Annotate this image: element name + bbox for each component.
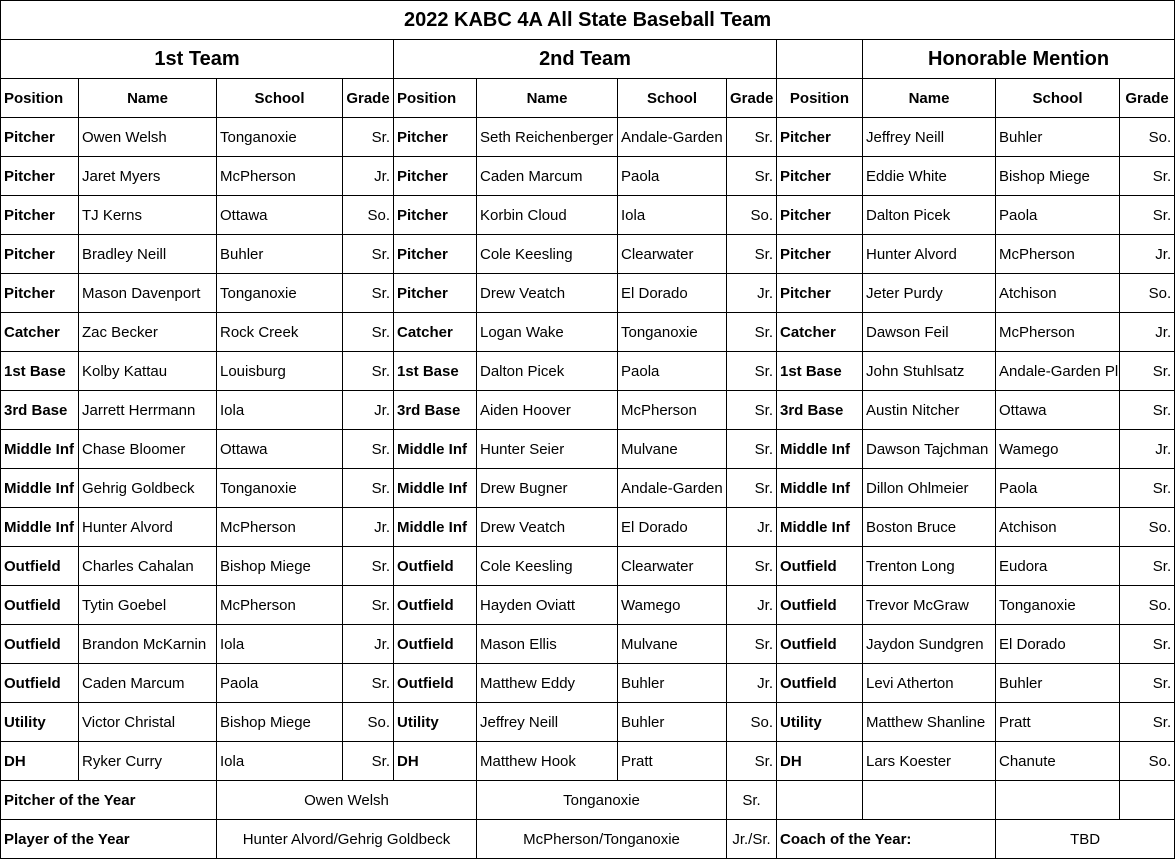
honorable-mention-school-cell: Bishop Miege <box>996 157 1120 196</box>
first-team-school-cell: McPherson <box>217 157 343 196</box>
header-school: School <box>996 79 1120 118</box>
second-team-grade-cell: Sr. <box>727 313 777 352</box>
second-team-position-cell: Pitcher <box>394 196 477 235</box>
second-team-grade-cell: So. <box>727 703 777 742</box>
table-row <box>1 664 1175 703</box>
second-team-grade-cell: Jr. <box>727 508 777 547</box>
table-row <box>1 391 1175 430</box>
second-team-grade-cell: Sr. <box>727 235 777 274</box>
first-team-school-cell: McPherson <box>217 508 343 547</box>
second-team-school-cell: Iola <box>618 196 727 235</box>
honorable-mention-position-cell: Catcher <box>777 313 863 352</box>
second-team-name-cell: Hunter Seier <box>477 430 618 469</box>
pitcher-of-year-grade: Sr. <box>727 781 777 820</box>
second-team-name-cell: Hayden Oviatt <box>477 586 618 625</box>
honorable-mention-name-cell: Dawson Feil <box>863 313 996 352</box>
first-team-position-cell: Outfield <box>1 547 79 586</box>
player-of-year-grade: Jr./Sr. <box>727 820 777 859</box>
first-team-name-cell: Hunter Alvord <box>79 508 217 547</box>
second-team-position-cell: Middle Inf <box>394 469 477 508</box>
second-team-grade-cell: Sr. <box>727 547 777 586</box>
first-team-position-cell: 1st Base <box>1 352 79 391</box>
first-team-grade-cell: Jr. <box>343 391 394 430</box>
first-team-position-cell: Outfield <box>1 586 79 625</box>
honorable-mention-name-cell: Boston Bruce <box>863 508 996 547</box>
honorable-mention-position-cell: Middle Inf <box>777 469 863 508</box>
second-team-grade-cell: Jr. <box>727 664 777 703</box>
honorable-mention-grade-cell: Sr. <box>1120 547 1175 586</box>
second-team-school-cell: El Dorado <box>618 274 727 313</box>
first-team-school-cell: Paola <box>217 664 343 703</box>
honorable-mention-school-cell: Atchison <box>996 508 1120 547</box>
page-title: 2022 KABC 4A All State Baseball Team <box>1 1 1175 40</box>
honorable-mention-name-cell: Jeffrey Neill <box>863 118 996 157</box>
honorable-mention-school-cell: McPherson <box>996 235 1120 274</box>
second-team-name-cell: Logan Wake <box>477 313 618 352</box>
table-row <box>1 742 1175 781</box>
first-team-name-cell: Ryker Curry <box>79 742 217 781</box>
honorable-mention-school-cell: Andale-Garden Pl <box>996 352 1120 391</box>
second-team-school-cell: Buhler <box>618 703 727 742</box>
honorable-mention-grade-cell: Sr. <box>1120 625 1175 664</box>
first-team-name-cell: Chase Bloomer <box>79 430 217 469</box>
coach-of-year-name: TBD <box>996 820 1175 859</box>
second-team-name-cell: Drew Bugner <box>477 469 618 508</box>
first-team-position-cell: Catcher <box>1 313 79 352</box>
pitcher-of-year-label: Pitcher of the Year <box>1 781 217 820</box>
honorable-mention-position-cell: Outfield <box>777 625 863 664</box>
first-team-school-cell: Rock Creek <box>217 313 343 352</box>
first-team-school-cell: McPherson <box>217 586 343 625</box>
honorable-mention-school-cell: Paola <box>996 196 1120 235</box>
first-team-position-cell: Pitcher <box>1 118 79 157</box>
honorable-mention-school-cell: Buhler <box>996 664 1120 703</box>
table-row <box>1 313 1175 352</box>
second-team-position-cell: Utility <box>394 703 477 742</box>
first-team-grade-cell: Sr. <box>343 469 394 508</box>
honorable-mention-name-cell: John Stuhlsatz <box>863 352 996 391</box>
honorable-mention-grade-cell: Sr. <box>1120 157 1175 196</box>
table-row <box>1 274 1175 313</box>
first-team-name-cell: Zac Becker <box>79 313 217 352</box>
second-team-school-cell: Clearwater <box>618 235 727 274</box>
second-team-position-cell: Pitcher <box>394 157 477 196</box>
empty-cell <box>1120 781 1175 820</box>
pitcher-of-year-school: Tonganoxie <box>477 781 727 820</box>
first-team-name-cell: Tytin Goebel <box>79 586 217 625</box>
first-team-grade-cell: Sr. <box>343 313 394 352</box>
honorable-mention-name-cell: Austin Nitcher <box>863 391 996 430</box>
first-team-school-cell: Tonganoxie <box>217 118 343 157</box>
first-team-name-cell: TJ Kerns <box>79 196 217 235</box>
header-position: Position <box>394 79 477 118</box>
first-team-grade-cell: So. <box>343 703 394 742</box>
second-team-grade-cell: Sr. <box>727 430 777 469</box>
table-row <box>1 235 1175 274</box>
empty-cell <box>863 781 996 820</box>
first-team-name-cell: Jarrett Herrmann <box>79 391 217 430</box>
honorable-mention-grade-cell: So. <box>1120 586 1175 625</box>
header-school: School <box>217 79 343 118</box>
second-team-position-cell: Pitcher <box>394 274 477 313</box>
second-team-position-cell: Outfield <box>394 547 477 586</box>
second-team-position-cell: DH <box>394 742 477 781</box>
honorable-mention-position-cell: 1st Base <box>777 352 863 391</box>
honorable-mention-position-cell: Outfield <box>777 664 863 703</box>
table-row <box>1 469 1175 508</box>
second-team-position-cell: Outfield <box>394 586 477 625</box>
header-name: Name <box>863 79 996 118</box>
honorable-mention-grade-cell: Sr. <box>1120 703 1175 742</box>
honorable-mention-grade-cell: So. <box>1120 274 1175 313</box>
second-team-school-cell: Paola <box>618 157 727 196</box>
first-team-school-cell: Iola <box>217 625 343 664</box>
empty-cell <box>996 781 1120 820</box>
first-team-school-cell: Ottawa <box>217 196 343 235</box>
honorable-mention-position-cell: Pitcher <box>777 274 863 313</box>
first-team-grade-cell: Sr. <box>343 274 394 313</box>
first-team-grade-cell: Sr. <box>343 235 394 274</box>
first-team-name-cell: Kolby Kattau <box>79 352 217 391</box>
first-team-grade-cell: Sr. <box>343 742 394 781</box>
honorable-mention-position-cell: Outfield <box>777 547 863 586</box>
honorable-mention-name-cell: Dillon Ohlmeier <box>863 469 996 508</box>
first-team-name-cell: Caden Marcum <box>79 664 217 703</box>
first-team-grade-cell: Sr. <box>343 586 394 625</box>
table-row <box>1 196 1175 235</box>
honorable-mention-school-cell: McPherson <box>996 313 1120 352</box>
first-team-name-cell: Bradley Neill <box>79 235 217 274</box>
first-team-name-cell: Mason Davenport <box>79 274 217 313</box>
second-team-position-cell: Pitcher <box>394 235 477 274</box>
honorable-mention-position-cell: DH <box>777 742 863 781</box>
second-team-school-cell: Andale-Garden <box>618 469 727 508</box>
player-of-year-name: Hunter Alvord/Gehrig Goldbeck <box>217 820 477 859</box>
second-team-position-cell: Middle Inf <box>394 430 477 469</box>
second-team-name-cell: Jeffrey Neill <box>477 703 618 742</box>
honorable-mention-grade-cell: Sr. <box>1120 664 1175 703</box>
honorable-mention-position-cell: Outfield <box>777 586 863 625</box>
second-team-position-cell: Outfield <box>394 625 477 664</box>
second-team-school-cell: Pratt <box>618 742 727 781</box>
second-team-grade-cell: So. <box>727 196 777 235</box>
second-team-name-cell: Aiden Hoover <box>477 391 618 430</box>
honorable-mention-grade-cell: Jr. <box>1120 235 1175 274</box>
first-team-position-cell: Utility <box>1 703 79 742</box>
honorable-mention-school-cell: Atchison <box>996 274 1120 313</box>
first-team-grade-cell: Jr. <box>343 625 394 664</box>
honorable-mention-name-cell: Dawson Tajchman <box>863 430 996 469</box>
first-team-school-cell: Bishop Miege <box>217 703 343 742</box>
honorable-mention-school-cell: Buhler <box>996 118 1120 157</box>
honorable-mention-name-cell: Jeter Purdy <box>863 274 996 313</box>
honorable-mention-position-cell: Middle Inf <box>777 508 863 547</box>
second-team-name-cell: Cole Keesling <box>477 235 618 274</box>
second-team-name-cell: Cole Keesling <box>477 547 618 586</box>
header-grade: Grade <box>1120 79 1175 118</box>
first-team-grade-cell: Jr. <box>343 508 394 547</box>
first-team-grade-cell: So. <box>343 196 394 235</box>
second-team-school-cell: Buhler <box>618 664 727 703</box>
first-team-grade-cell: Sr. <box>343 118 394 157</box>
second-team-grade-cell: Sr. <box>727 391 777 430</box>
first-team-name-cell: Charles Cahalan <box>79 547 217 586</box>
first-team-school-cell: Tonganoxie <box>217 469 343 508</box>
honorable-mention-school-cell: Wamego <box>996 430 1120 469</box>
second-team-grade-cell: Jr. <box>727 274 777 313</box>
second-team-school-cell: Mulvane <box>618 625 727 664</box>
honorable-mention-school-cell: Paola <box>996 469 1120 508</box>
first-team-name-cell: Victor Christal <box>79 703 217 742</box>
first-team-position-cell: DH <box>1 742 79 781</box>
second-team-grade-cell: Sr. <box>727 352 777 391</box>
second-team-position-cell: Middle Inf <box>394 508 477 547</box>
honorable-mention-grade-cell: Jr. <box>1120 430 1175 469</box>
honorable-mention-school-cell: Pratt <box>996 703 1120 742</box>
first-team-school-cell: Tonganoxie <box>217 274 343 313</box>
player-of-year-label: Player of the Year <box>1 820 217 859</box>
second-team-school-cell: Paola <box>618 352 727 391</box>
first-team-position-cell: Pitcher <box>1 235 79 274</box>
second-team-name-cell: Drew Veatch <box>477 274 618 313</box>
honorable-mention-position-cell: Middle Inf <box>777 430 863 469</box>
honorable-mention-position-cell: Pitcher <box>777 196 863 235</box>
honorable-mention-name-cell: Eddie White <box>863 157 996 196</box>
table-row <box>1 547 1175 586</box>
honorable-mention-position-cell: Pitcher <box>777 157 863 196</box>
honorable-mention-position-cell: Pitcher <box>777 235 863 274</box>
honorable-mention-name-cell: Trevor McGraw <box>863 586 996 625</box>
second-team-name-cell: Seth Reichenberger <box>477 118 618 157</box>
table-row <box>1 703 1175 742</box>
second-team-position-cell: 1st Base <box>394 352 477 391</box>
honorable-mention-grade-cell: So. <box>1120 742 1175 781</box>
honorable-mention-school-cell: El Dorado <box>996 625 1120 664</box>
first-team-name-cell: Gehrig Goldbeck <box>79 469 217 508</box>
second-team-position-cell: Pitcher <box>394 118 477 157</box>
first-team-position-cell: Pitcher <box>1 274 79 313</box>
second-team-school-cell: Clearwater <box>618 547 727 586</box>
honorable-mention-position-cell: Utility <box>777 703 863 742</box>
group-second-team: 2nd Team <box>394 40 777 79</box>
first-team-grade-cell: Sr. <box>343 352 394 391</box>
first-team-name-cell: Jaret Myers <box>79 157 217 196</box>
second-team-school-cell: Tonganoxie <box>618 313 727 352</box>
first-team-grade-cell: Jr. <box>343 157 394 196</box>
pitcher-of-year-name: Owen Welsh <box>217 781 477 820</box>
group-honorable-mention: Honorable Mention <box>863 40 1175 79</box>
first-team-position-cell: Middle Inf <box>1 430 79 469</box>
honorable-mention-name-cell: Matthew Shanline <box>863 703 996 742</box>
first-team-name-cell: Brandon McKarnin <box>79 625 217 664</box>
first-team-school-cell: Louisburg <box>217 352 343 391</box>
header-name: Name <box>477 79 618 118</box>
honorable-mention-name-cell: Jaydon Sundgren <box>863 625 996 664</box>
second-team-grade-cell: Jr. <box>727 586 777 625</box>
table-row <box>1 352 1175 391</box>
honorable-mention-name-cell: Hunter Alvord <box>863 235 996 274</box>
empty-cell <box>777 781 863 820</box>
honorable-mention-school-cell: Ottawa <box>996 391 1120 430</box>
table-row <box>1 625 1175 664</box>
honorable-mention-grade-cell: Sr. <box>1120 469 1175 508</box>
first-team-position-cell: 3rd Base <box>1 391 79 430</box>
honorable-mention-school-cell: Eudora <box>996 547 1120 586</box>
second-team-position-cell: Outfield <box>394 664 477 703</box>
player-of-year-school: McPherson/Tonganoxie <box>477 820 727 859</box>
honorable-mention-grade-cell: Sr. <box>1120 352 1175 391</box>
table-row <box>1 508 1175 547</box>
honorable-mention-school-cell: Chanute <box>996 742 1120 781</box>
second-team-position-cell: Catcher <box>394 313 477 352</box>
second-team-name-cell: Matthew Eddy <box>477 664 618 703</box>
first-team-position-cell: Pitcher <box>1 196 79 235</box>
second-team-grade-cell: Sr. <box>727 625 777 664</box>
honorable-mention-position-cell: 3rd Base <box>777 391 863 430</box>
honorable-mention-position-cell: Pitcher <box>777 118 863 157</box>
second-team-school-cell: Andale-Garden <box>618 118 727 157</box>
honorable-mention-name-cell: Levi Atherton <box>863 664 996 703</box>
second-team-name-cell: Caden Marcum <box>477 157 618 196</box>
first-team-school-cell: Bishop Miege <box>217 547 343 586</box>
honorable-mention-grade-cell: So. <box>1120 508 1175 547</box>
group-spacer <box>777 40 863 79</box>
honorable-mention-grade-cell: Sr. <box>1120 391 1175 430</box>
second-team-name-cell: Matthew Hook <box>477 742 618 781</box>
header-position: Position <box>777 79 863 118</box>
header-grade: Grade <box>727 79 777 118</box>
header-name: Name <box>79 79 217 118</box>
first-team-grade-cell: Sr. <box>343 430 394 469</box>
table-row <box>1 586 1175 625</box>
honorable-mention-name-cell: Trenton Long <box>863 547 996 586</box>
first-team-school-cell: Iola <box>217 391 343 430</box>
first-team-name-cell: Owen Welsh <box>79 118 217 157</box>
second-team-school-cell: McPherson <box>618 391 727 430</box>
honorable-mention-name-cell: Dalton Picek <box>863 196 996 235</box>
first-team-position-cell: Outfield <box>1 625 79 664</box>
first-team-position-cell: Pitcher <box>1 157 79 196</box>
second-team-grade-cell: Sr. <box>727 469 777 508</box>
table-row <box>1 430 1175 469</box>
table-row <box>1 157 1175 196</box>
first-team-school-cell: Buhler <box>217 235 343 274</box>
second-team-name-cell: Mason Ellis <box>477 625 618 664</box>
second-team-name-cell: Dalton Picek <box>477 352 618 391</box>
honorable-mention-grade-cell: Sr. <box>1120 196 1175 235</box>
table-row <box>1 118 1175 157</box>
second-team-name-cell: Korbin Cloud <box>477 196 618 235</box>
second-team-grade-cell: Sr. <box>727 742 777 781</box>
second-team-school-cell: Wamego <box>618 586 727 625</box>
second-team-position-cell: 3rd Base <box>394 391 477 430</box>
header-position: Position <box>1 79 79 118</box>
header-school: School <box>618 79 727 118</box>
first-team-grade-cell: Sr. <box>343 547 394 586</box>
honorable-mention-grade-cell: Jr. <box>1120 313 1175 352</box>
honorable-mention-grade-cell: So. <box>1120 118 1175 157</box>
second-team-school-cell: El Dorado <box>618 508 727 547</box>
first-team-school-cell: Ottawa <box>217 430 343 469</box>
second-team-grade-cell: Sr. <box>727 157 777 196</box>
second-team-name-cell: Drew Veatch <box>477 508 618 547</box>
first-team-school-cell: Iola <box>217 742 343 781</box>
honorable-mention-school-cell: Tonganoxie <box>996 586 1120 625</box>
second-team-school-cell: Mulvane <box>618 430 727 469</box>
first-team-grade-cell: Sr. <box>343 664 394 703</box>
first-team-position-cell: Middle Inf <box>1 508 79 547</box>
coach-of-year-label: Coach of the Year: <box>777 820 996 859</box>
header-grade: Grade <box>343 79 394 118</box>
second-team-grade-cell: Sr. <box>727 118 777 157</box>
group-first-team: 1st Team <box>1 40 394 79</box>
first-team-position-cell: Middle Inf <box>1 469 79 508</box>
first-team-position-cell: Outfield <box>1 664 79 703</box>
honorable-mention-name-cell: Lars Koester <box>863 742 996 781</box>
